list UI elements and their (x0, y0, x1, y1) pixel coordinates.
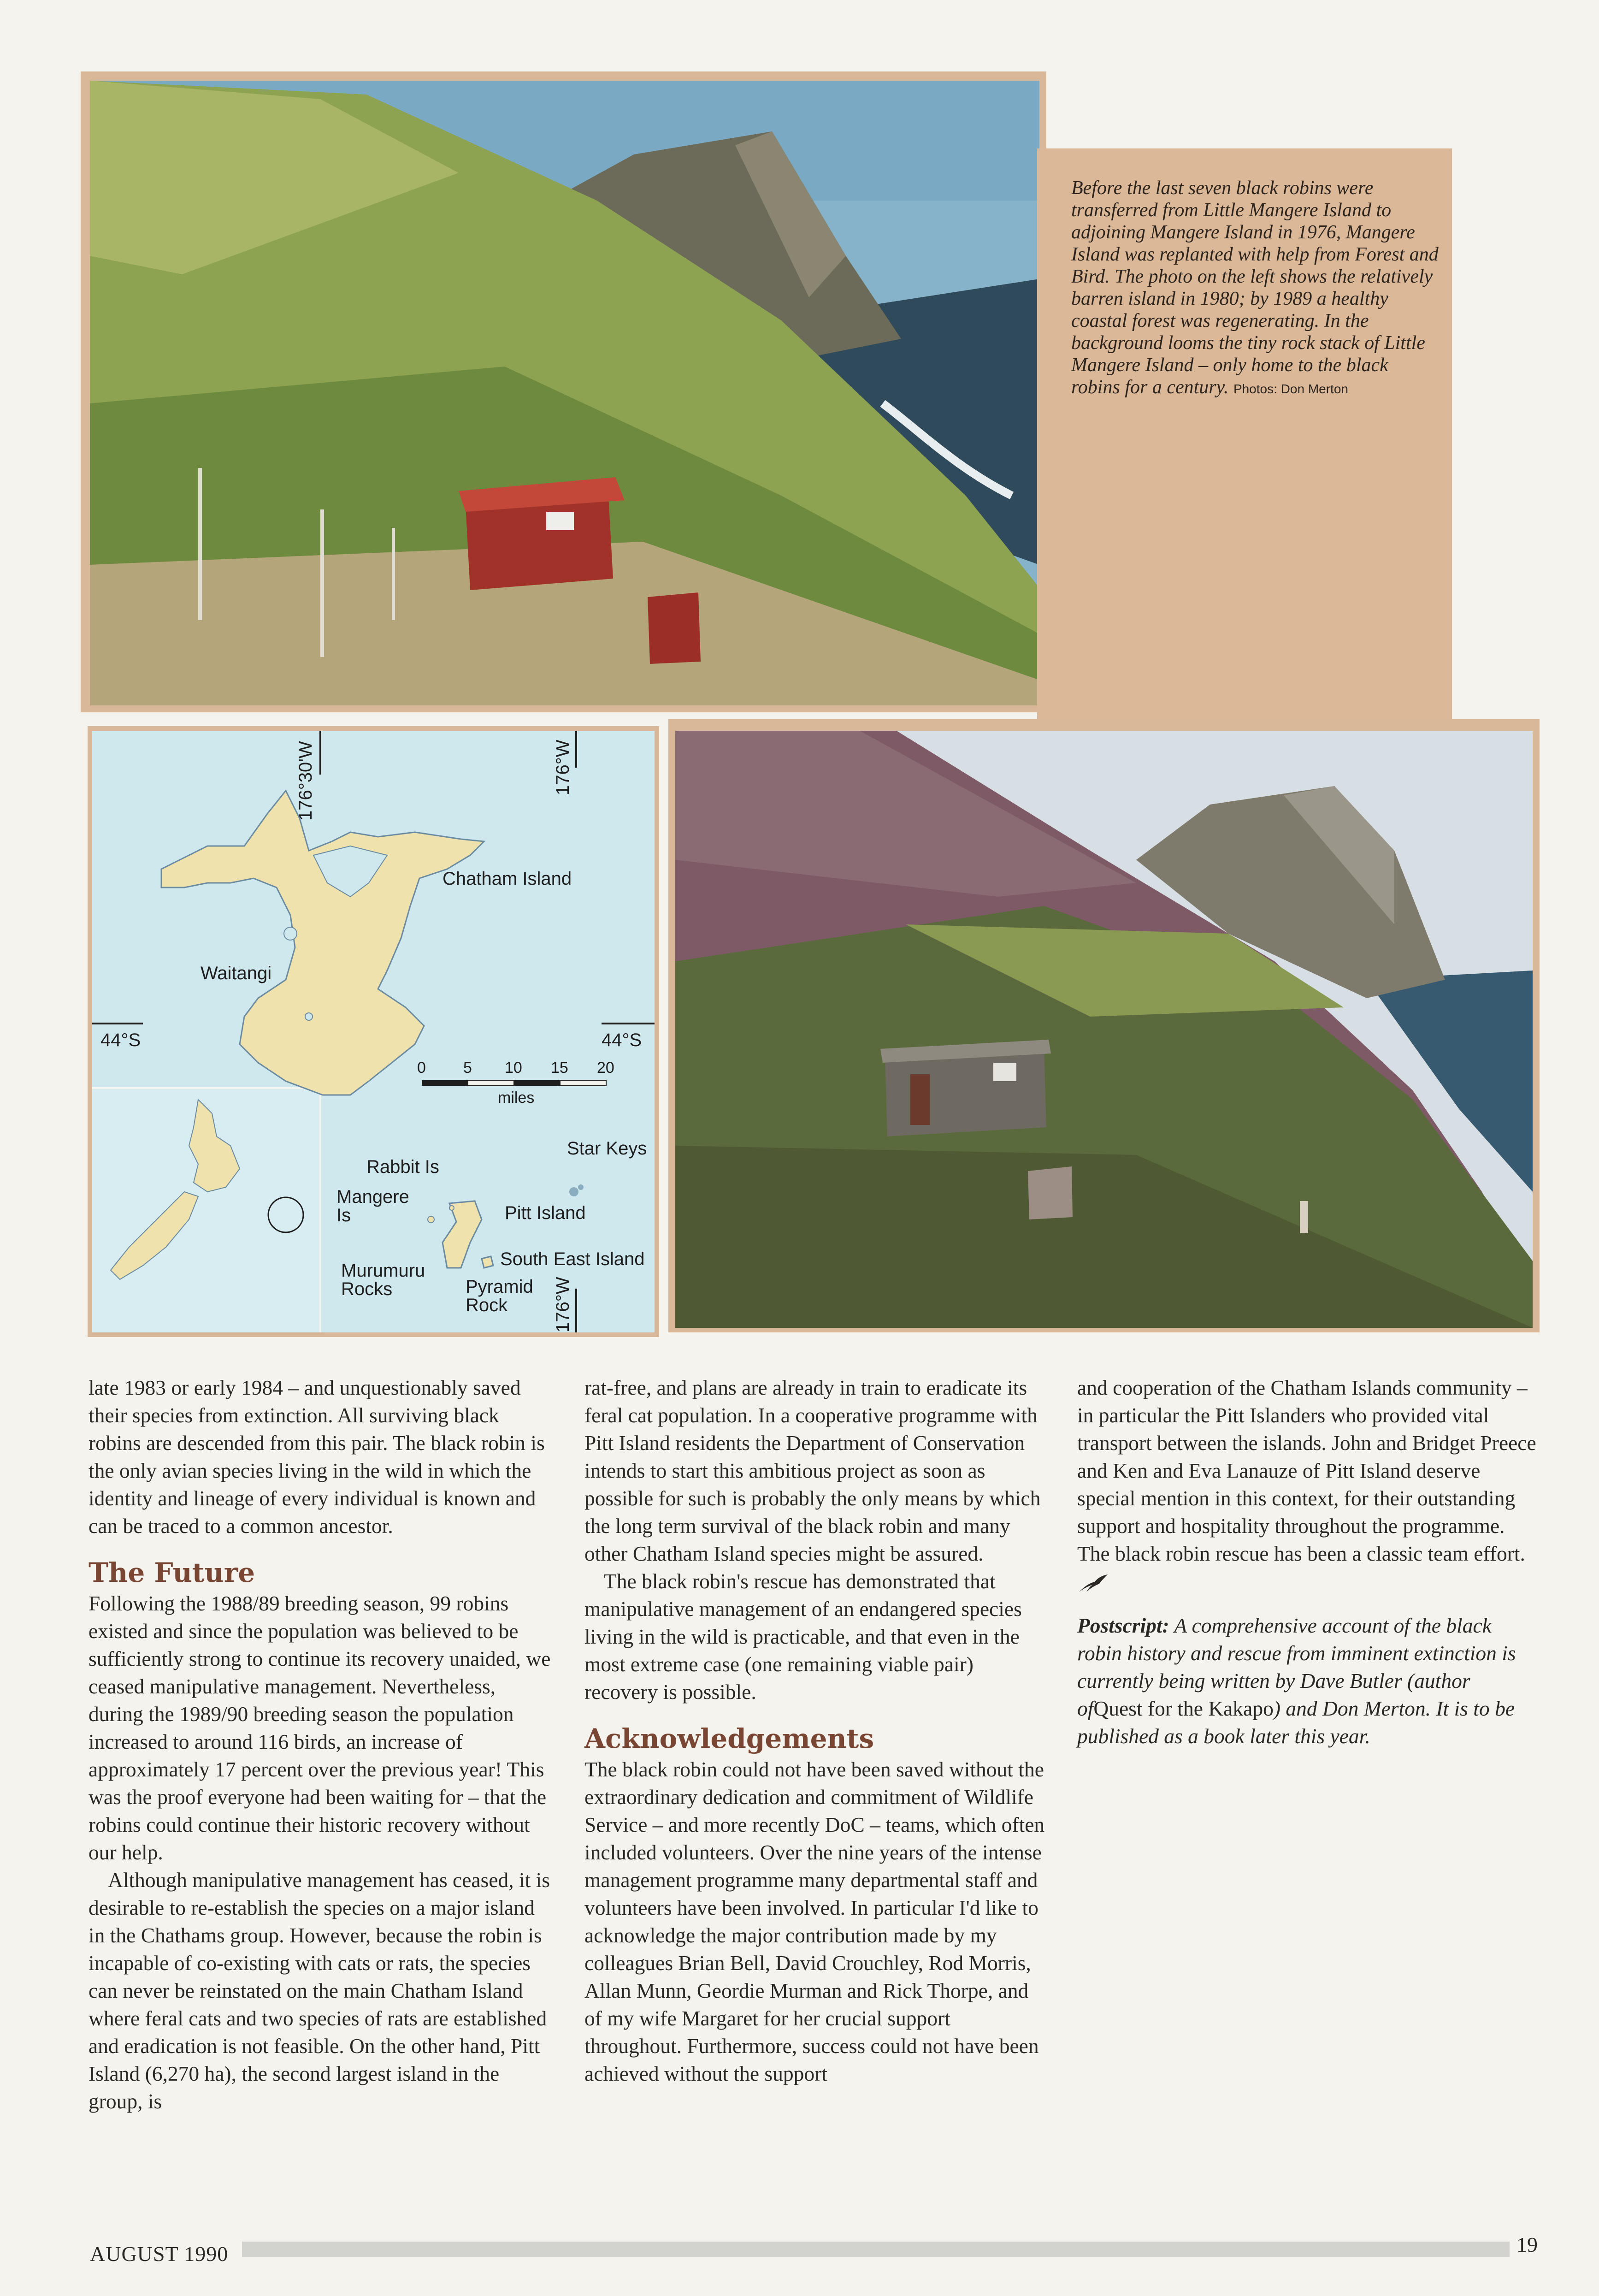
footer-rule (242, 2242, 1510, 2257)
scale-tick-10: 10 (505, 1059, 522, 1077)
scale-unit: miles (498, 1089, 535, 1107)
col1-paragraph-1: late 1983 or early 1984 – and unquestionably saved their species from extinction. All surviving black robins are descended from this pair. The black robin is the only avian species living in the wild in which the identity and lineage of every individual is known and can be traced to a common ancestor. (89, 1376, 545, 1538)
photo-mangere-1980 (90, 81, 1039, 705)
label-mangere-is: Is (336, 1205, 351, 1225)
photo-caption (1071, 177, 1440, 400)
label-pitt-island: Pitt Island (505, 1203, 586, 1223)
label-south-east-island: South East Island (500, 1249, 645, 1269)
postscript-label: Postscript: (1077, 1614, 1169, 1637)
scale-tick-5: 5 (463, 1059, 472, 1077)
heading-the-future: The Future (89, 1557, 255, 1588)
label-pyramid-rock: Rock (466, 1295, 508, 1315)
label-rabbit-is: Rabbit Is (366, 1157, 439, 1177)
postscript-book-title: Quest for the Kakapo (1093, 1697, 1274, 1720)
label-lon-176-top: 176°W (553, 740, 573, 795)
scale-tick-15: 15 (551, 1059, 568, 1077)
col1-paragraph-2: Following the 1988/89 breeding season, 99 robins existed and since the population was believed to be sufficiently strong to continue its recovery unaided, we ceased manipulative management. Nevertheless, during the 1989/90 breeding season the population increased to around 116 birds, an increase of approximately 17 percent over the previous year! This was the proof everyone had been waiting for – that the robins could continue their historic recovery without our help. (89, 1592, 551, 1864)
label-waitangi: Waitangi (201, 963, 272, 983)
col2-paragraph-1: rat-free, and plans are already in train to eradicate its feral cat population. In a cooperative programme with Pitt Island residents the Department of Conservation intends to start this ambitious project as soon as possible for such is probably the only means by which the long term survival of the black robin and many other Chatham Island species might be assured. (584, 1376, 1041, 1565)
label-pyramid: Pyramid (466, 1277, 533, 1297)
heading-acknowledgements: Acknowledgements (584, 1723, 874, 1754)
scale-tick-20: 20 (597, 1059, 614, 1077)
page-number: 19 (1516, 2233, 1538, 2256)
col3-paragraph-1-text: and cooperation of the Chatham Islands community – in particular the Pitt Islanders who provided vital transport between the islands. John and Bridget Preece and Ken and Eva Lanauze of Pitt Island deserve special mention in this context, for their outstanding support and hospitality throughout the programme. The black robin rescue has been a classic team effort. (1077, 1376, 1536, 1565)
label-chatham-island: Chatham Island (443, 869, 572, 889)
postscript-text-b: ) and Don Merton. It is to be published as a book later this year. (1077, 1697, 1515, 1748)
scale-tick-0: 0 (417, 1059, 426, 1077)
label-lon-176-30: 176°30'W (295, 741, 316, 821)
postscript (1077, 1612, 1538, 1750)
photo-mangere-1989 (675, 731, 1533, 1328)
chatham-islands-map (92, 731, 655, 1332)
label-lat-right: 44°S (602, 1030, 642, 1050)
label-murumuru-rocks: Rocks (341, 1279, 393, 1299)
label-mangere: Mangere (336, 1187, 409, 1207)
postscript-text-a: A comprehensive account of the black robin history and rescue from imminent extinction is currently being written by Dave Butler (author of (1077, 1614, 1516, 1720)
photo-credit: Photos: Don Merton (1233, 382, 1348, 396)
footer-date: AUGUST 1990 (90, 2242, 229, 2266)
text-column-3 (1077, 1374, 1538, 1750)
text-column-1 (89, 1374, 554, 2115)
text-column-2 (584, 1374, 1050, 2088)
label-star-keys: Star Keys (567, 1138, 647, 1159)
col2-paragraph-3: The black robin could not have been saved without the extraordinary dedication and commitment of Wildlife Service – and more recently DoC – teams, which often included volunteers. Over the nine years of the intense management programme many departmental staff and volunteers have been involved. In particular I'd like to acknowledge the major contribution made by my colleagues Brian Bell, David Crouchley, Rod Morris, Allan Munn, Geordie Murman and Rick Thorpe, and of my wife Margaret for her crucial support throughout. Furthermore, success could not have been achieved without the support (584, 1758, 1045, 2085)
label-lon-176-bottom: 176°W (553, 1277, 573, 1332)
bird-icon (1077, 1574, 1109, 1594)
col3-paragraph-1 (1077, 1374, 1538, 1595)
caption-box (1037, 148, 1452, 720)
col1-paragraph-3: Although manipulative management has ceased, it is desirable to re-establish the species on a major island in the Chathams group. However, because the robin is incapable of co-existing with cats or rats, the species can never be reinstated on the main Chatham Island where feral cats and two species of rats are established and eradication is not feasible. On the other hand, Pitt Island (6,270 ha), the second largest island in the group, is (89, 1868, 550, 2113)
map-frame (88, 726, 659, 1337)
label-lat-left: 44°S (100, 1030, 141, 1050)
col2-paragraph-2: The black robin's rescue has demonstrated that manipulative management of an endangered species living in the wild is practicable, and that even in the most extreme case (one remaining viable pair) recovery is possible. (584, 1569, 1022, 1704)
caption-text: Before the last seven black robins were transferred from Little Mangere Island to adjoining Mangere Island in 1976, Mangere Island was replanted with help from Forest and Bird. The photo on the left shows the relatively barren island in 1980; by 1989 a healthy coastal forest was regenerating. In the background looms the tiny rock stack of Little Mangere Island – only home to the black robins for a century. (1071, 178, 1439, 398)
label-murumuru: Murumuru (341, 1260, 425, 1281)
